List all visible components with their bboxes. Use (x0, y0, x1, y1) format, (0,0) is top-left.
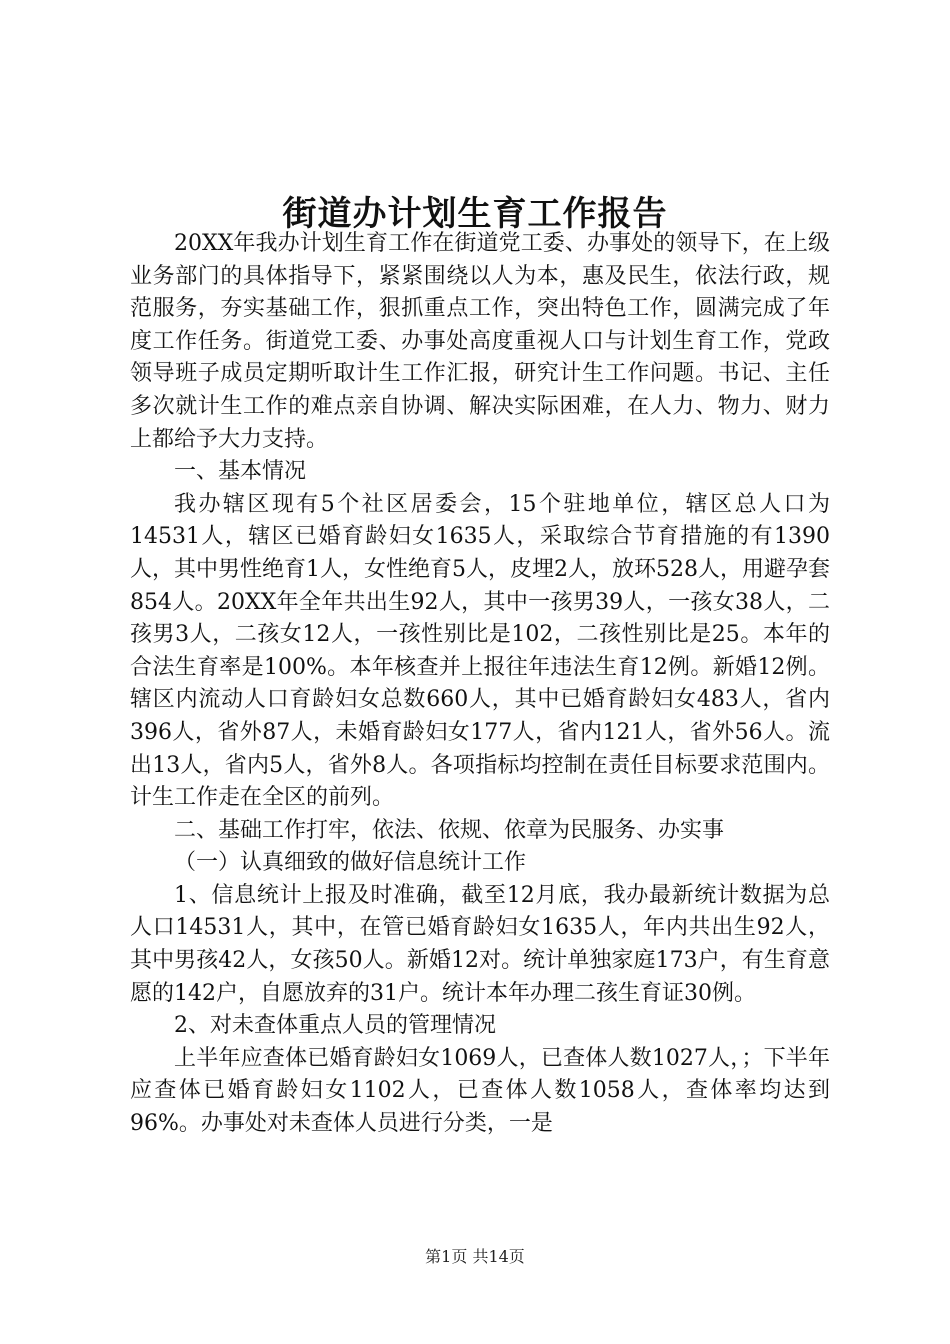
section-heading-foundation-work: 二、基础工作打牢，依法、依规、依章为民服务、办实事 (174, 817, 725, 843)
subsection-heading-statistics: （一）认真细致的做好信息统计工作 (174, 850, 527, 876)
paragraph-basic-situation: 我办辖区现有5个社区居委会，15个驻地单位，辖区总人口为14531人，辖区已婚育龄妇女1635人，采取综合节育措施的有1390人，其中男性绝育1人，女性绝育5人，皮埋2人，放环528人，用避孕套854人。20XX年全年共出生92人，其中一孩男39人，一孩女38人，二孩男3人，二孩女12人，一孩性别比是102，二孩性别比是25。本年的合法生育率是100%。本年核查并上报往年违法生育12例。新婚12例。辖区内流动人口育龄妇女总数660人，其中已婚育龄妇女483人，省内396人，省外87人，未婚育龄妇女177人，省内121人，省外56人。流出13人，省内5人，省外8人。各项指标均控制在责任目标要求范围内。计生工作走在全区的前列。 (130, 491, 830, 811)
section-heading-basic-situation: 一、基本情况 (174, 459, 307, 485)
document-body (130, 228, 830, 1141)
paragraph-unchecked-personnel: 上半年应查体已婚育龄妇女1069人，已查体人数1027人，；下半年应查体已婚育龄妇女1102人，已查体人数1058人，查体率均达到96%。办事处对未查体人员进行分类，一是 (130, 1045, 830, 1137)
paragraph-intro: 20XX年我办计划生育工作在街道党工委、办事处的领导下，在上级业务部门的具体指导下，紧紧围绕以人为本，惠及民生，依法行政，规范服务，夯实基础工作，狠抓重点工作，突出特色工作，圆满完成了年度工作任务。街道党工委、办事处高度重视人口与计划生育工作，党政领导班子成员定期听取计生工作汇报，研究计生工作问题。书记、主任多次就计生工作的难点亲自协调、解决实际困难，在人力、物力、财力上都给予大力支持。 (130, 231, 830, 452)
paragraph-statistics: 1、信息统计上报及时准确，截至12月底，我办最新统计数据为总人口14531人，其中，在管已婚育龄妇女1635人，年内共出生92人，其中男孩42人，女孩50人。新婚12对。统计单独家庭173户，有生育意愿的142户，自愿放弃的31户。统计本年办理二孩生育证30例。 (130, 882, 830, 1006)
page-number-footer: 第1页 共14页 (425, 1247, 525, 1266)
document-title: 街道办计划生育工作报告 (282, 194, 668, 234)
subsection-heading-unchecked-personnel: 2、对未查体重点人员的管理情况 (174, 1013, 496, 1039)
